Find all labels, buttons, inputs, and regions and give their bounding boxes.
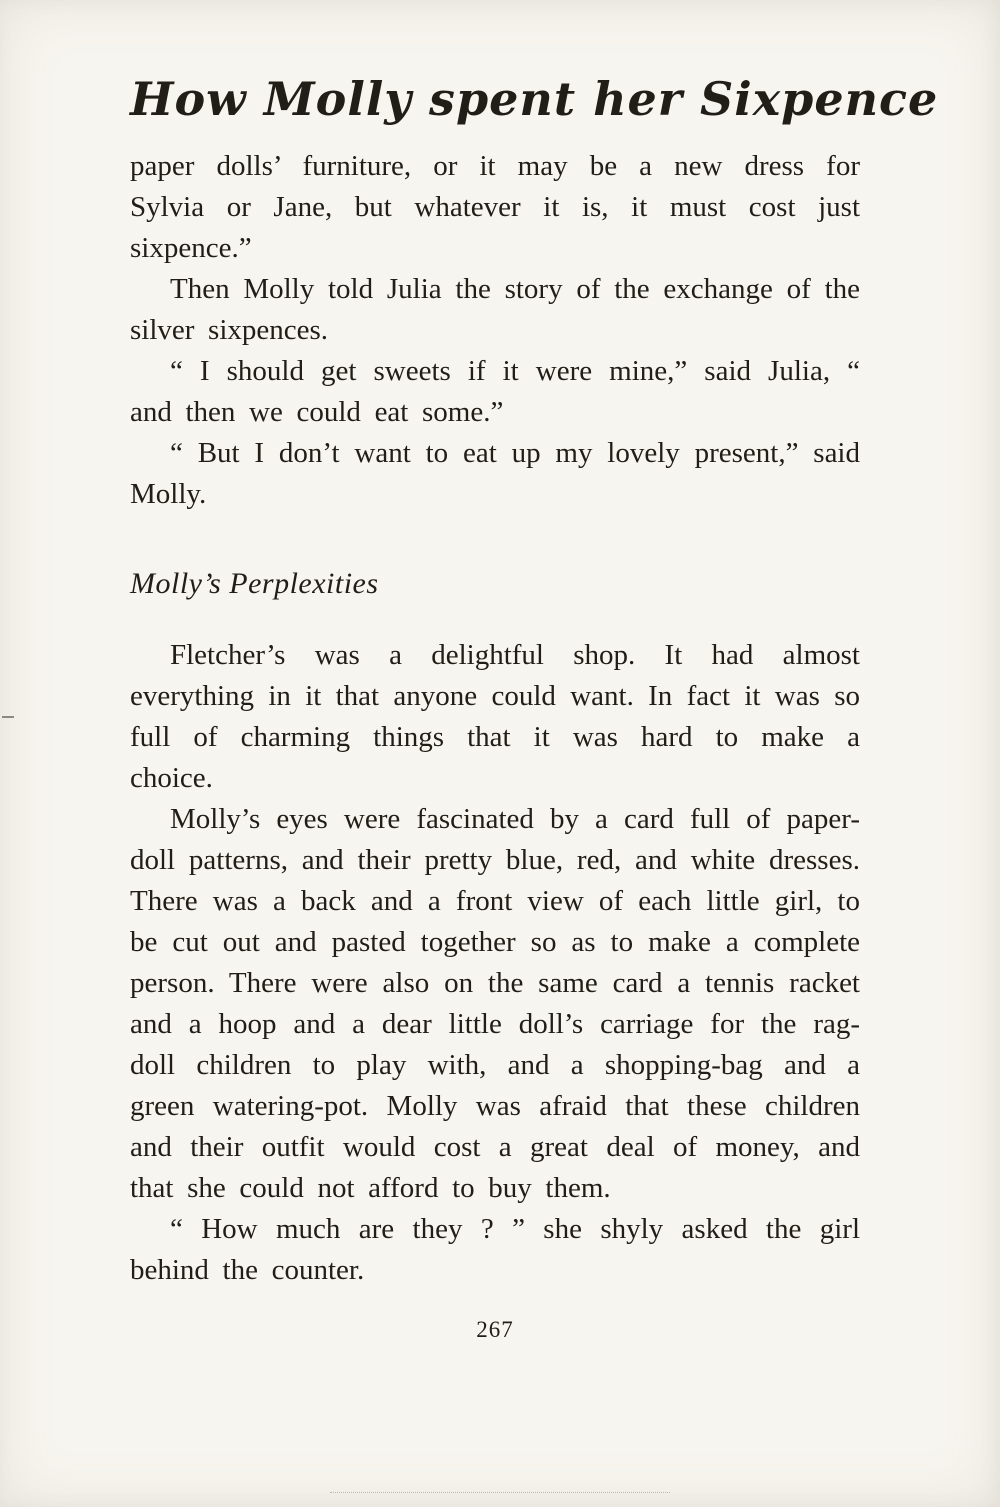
paragraph: Fletcher’s was a delightful shop. It had almost everything in it that anyone could want. In fact it was so full of charming things that it was hard to make a choice.: [130, 639, 860, 794]
paragraph: paper dolls’ furniture, or it may be a new dress for Sylvia or Jane, but whatever it is, it must cost just sixpence.”: [130, 150, 860, 264]
section-heading: Molly’s Perplexities: [130, 567, 379, 600]
paragraph: “ I should get sweets if it were mine,” said Julia, “ and then we could eat some.”: [130, 355, 860, 428]
body-text: [130, 146, 860, 1291]
page-number: 267: [476, 1317, 514, 1342]
scan-artifact-dotted-line: [330, 1492, 670, 1493]
scan-artifact-dash: [2, 716, 14, 718]
page-title: How Molly spent her Sixpence: [130, 72, 939, 126]
paragraph: “ But I don’t want to eat up my lovely present,” said Molly.: [130, 437, 860, 510]
paragraph: Then Molly told Julia the story of the exchange of the silver sixpences.: [130, 273, 860, 346]
paragraph: Molly’s eyes were fascinated by a card full of paper-doll patterns, and their pretty blue, red, and white dresses. There was a back and a front view of each little girl, to be cut out and pasted together so as to make a complete person. There were also on the same card a tennis racket and a hoop and a dear little doll’s carriage for the rag-doll children to play with, and a shopping-bag and a green watering-pot. Molly was afraid that these children and their outfit would cost a great deal of money, and that she could not afford to buy them.: [130, 803, 860, 1204]
paragraph: “ How much are they ? ” she shyly asked the girl behind the counter.: [130, 1213, 860, 1286]
